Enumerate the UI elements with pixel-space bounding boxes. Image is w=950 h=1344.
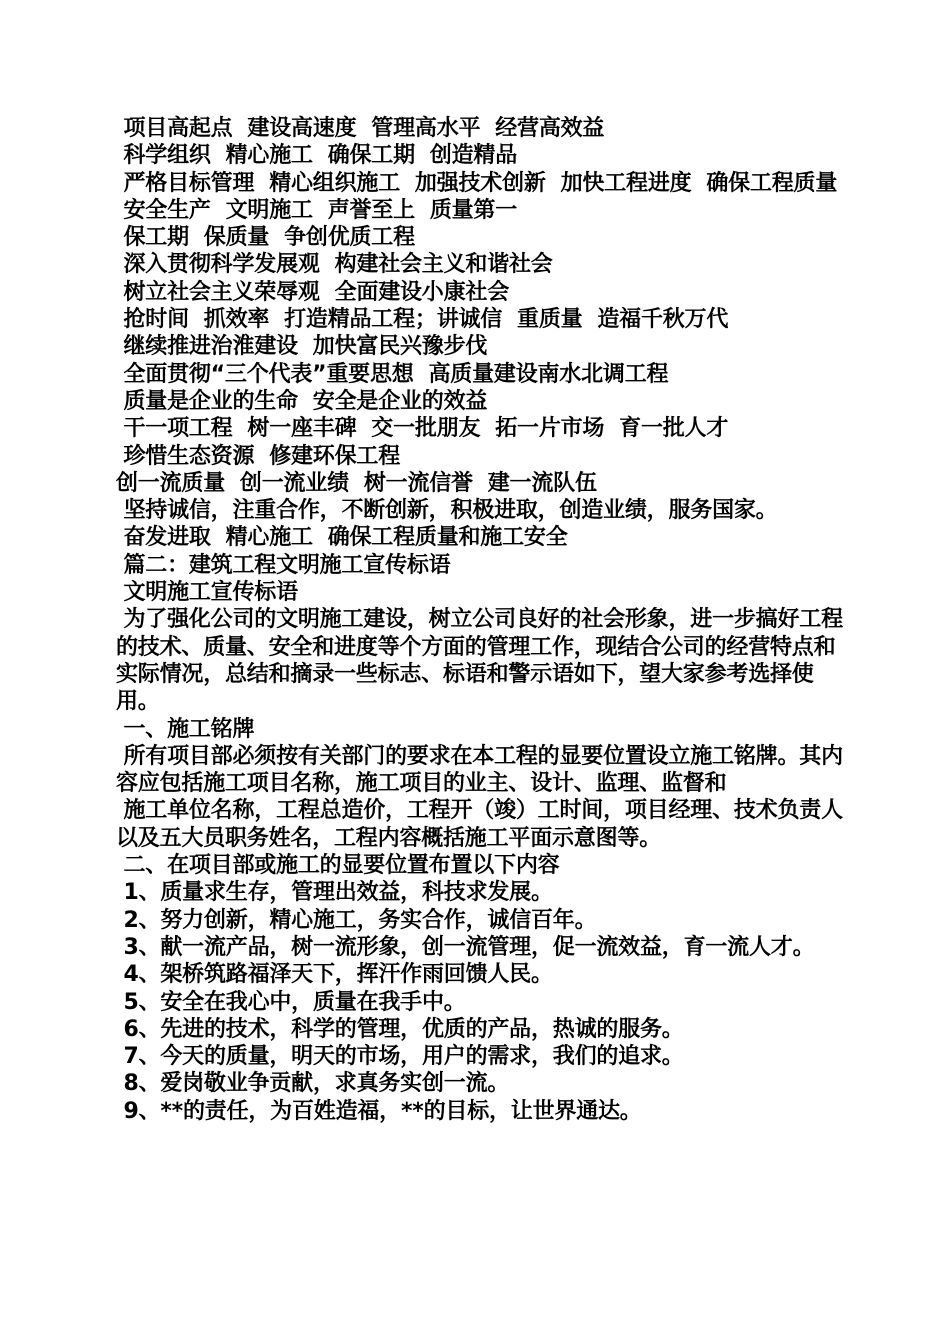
subsection-heading: 一、施工铭牌	[116, 716, 255, 742]
slogan-line: 保工期 保质量 争创优质工程	[116, 225, 415, 251]
body-paragraph: 所有项目部必须按有关部门的要求在本工程的显要位置设立施工铭牌。其内容应包括施工项目名称，施工项目的业主、设计、监理、监督和	[116, 743, 843, 797]
slogan-line: 科学组织 精心施工 确保工期 创造精品	[116, 143, 518, 169]
list-item: 3、献一流产品，树一流形象，创一流管理，促一流效益，育一流人才。	[116, 934, 815, 960]
slogan-line: 严格目标管理 精心组织施工 加强技术创新 加快工程进度 确保工程质量	[116, 170, 838, 196]
slogan-line: 质量是企业的生命 安全是企业的效益	[116, 388, 488, 414]
list-item: 5、安全在我心中，质量在我手中。	[116, 989, 466, 1015]
slogan-line: 奋发进取 精心施工 确保工程质量和施工安全	[116, 525, 568, 551]
section-heading: 篇二：建筑工程文明施工宣传标语	[116, 552, 451, 578]
slogan-line: 珍惜生态资源 修建环保工程	[116, 443, 400, 469]
slogan-line: 树立社会主义荣辱观 全面建设小康社会	[116, 279, 509, 305]
slogan-line: 全面贯彻“三个代表”重要思想 高质量建设南水北调工程	[116, 361, 669, 387]
list-item: 1、质量求生存，管理出效益，科技求发展。	[116, 880, 553, 906]
subsection-heading: 二、在项目部或施工的显要位置布置以下内容	[116, 853, 560, 879]
slogan-line: 坚持诚信，注重合作，不断创新，积极进取，创造业绩，服务国家。	[116, 498, 778, 524]
list-item: 4、架桥筑路福泽天下，挥汗作雨回馈人民。	[116, 962, 553, 988]
body-paragraph: 施工单位名称，工程总造价，工程开（竣）工时间，项目经理、技术负责人以及五大员职务姓名，工程内容概括施工平面示意图等。	[116, 798, 843, 851]
list-item: 9、**的责任，为百姓造福，**的目标，让世界通达。	[116, 1098, 642, 1124]
list-item: 7、今天的质量，明天的市场，用户的需求，我们的追求。	[116, 1044, 684, 1070]
slogan-line: 干一项工程 树一座丰碑 交一批朋友 拓一片市场 育一批人才	[116, 416, 729, 442]
list-item: 2、努力创新，精心施工，务实合作，诚信百年。	[116, 907, 597, 933]
section-subtitle: 文明施工宣传标语	[116, 580, 298, 606]
list-item: 6、先进的技术，科学的管理，优质的产品，热诚的服务。	[116, 1016, 684, 1042]
slogan-line: 创一流质量 创一流业绩 树一流信誉 建一流队伍	[116, 470, 597, 496]
slogan-line: 安全生产 文明施工 声誉至上 质量第一	[116, 197, 518, 223]
intro-paragraph: 为了强化公司的文明施工建设，树立公司良好的社会形象，进一步搞好工程的技术、质量、安全和进度等个方面的管理工作，现结合公司的经营特点和实际情况，总结和摘录一些标志、标语和警示语如下，望大家参考选择使用。	[116, 607, 843, 715]
slogan-line: 抢时间 抓效率 打造精品工程；讲诚信 重质量 造福千秋万代	[116, 307, 729, 333]
slogan-line: 深入贯彻科学发展观 构建社会主义和谐社会	[116, 252, 553, 278]
document-body	[116, 115, 846, 1125]
slogan-line: 继续推进治淮建设 加快富民兴豫步伐	[116, 334, 488, 360]
list-item: 8、爱岗敬业争贡献，求真务实创一流。	[116, 1071, 510, 1097]
slogan-line: 项目高起点 建设高速度 管理高水平 经营高效益	[116, 116, 605, 141]
